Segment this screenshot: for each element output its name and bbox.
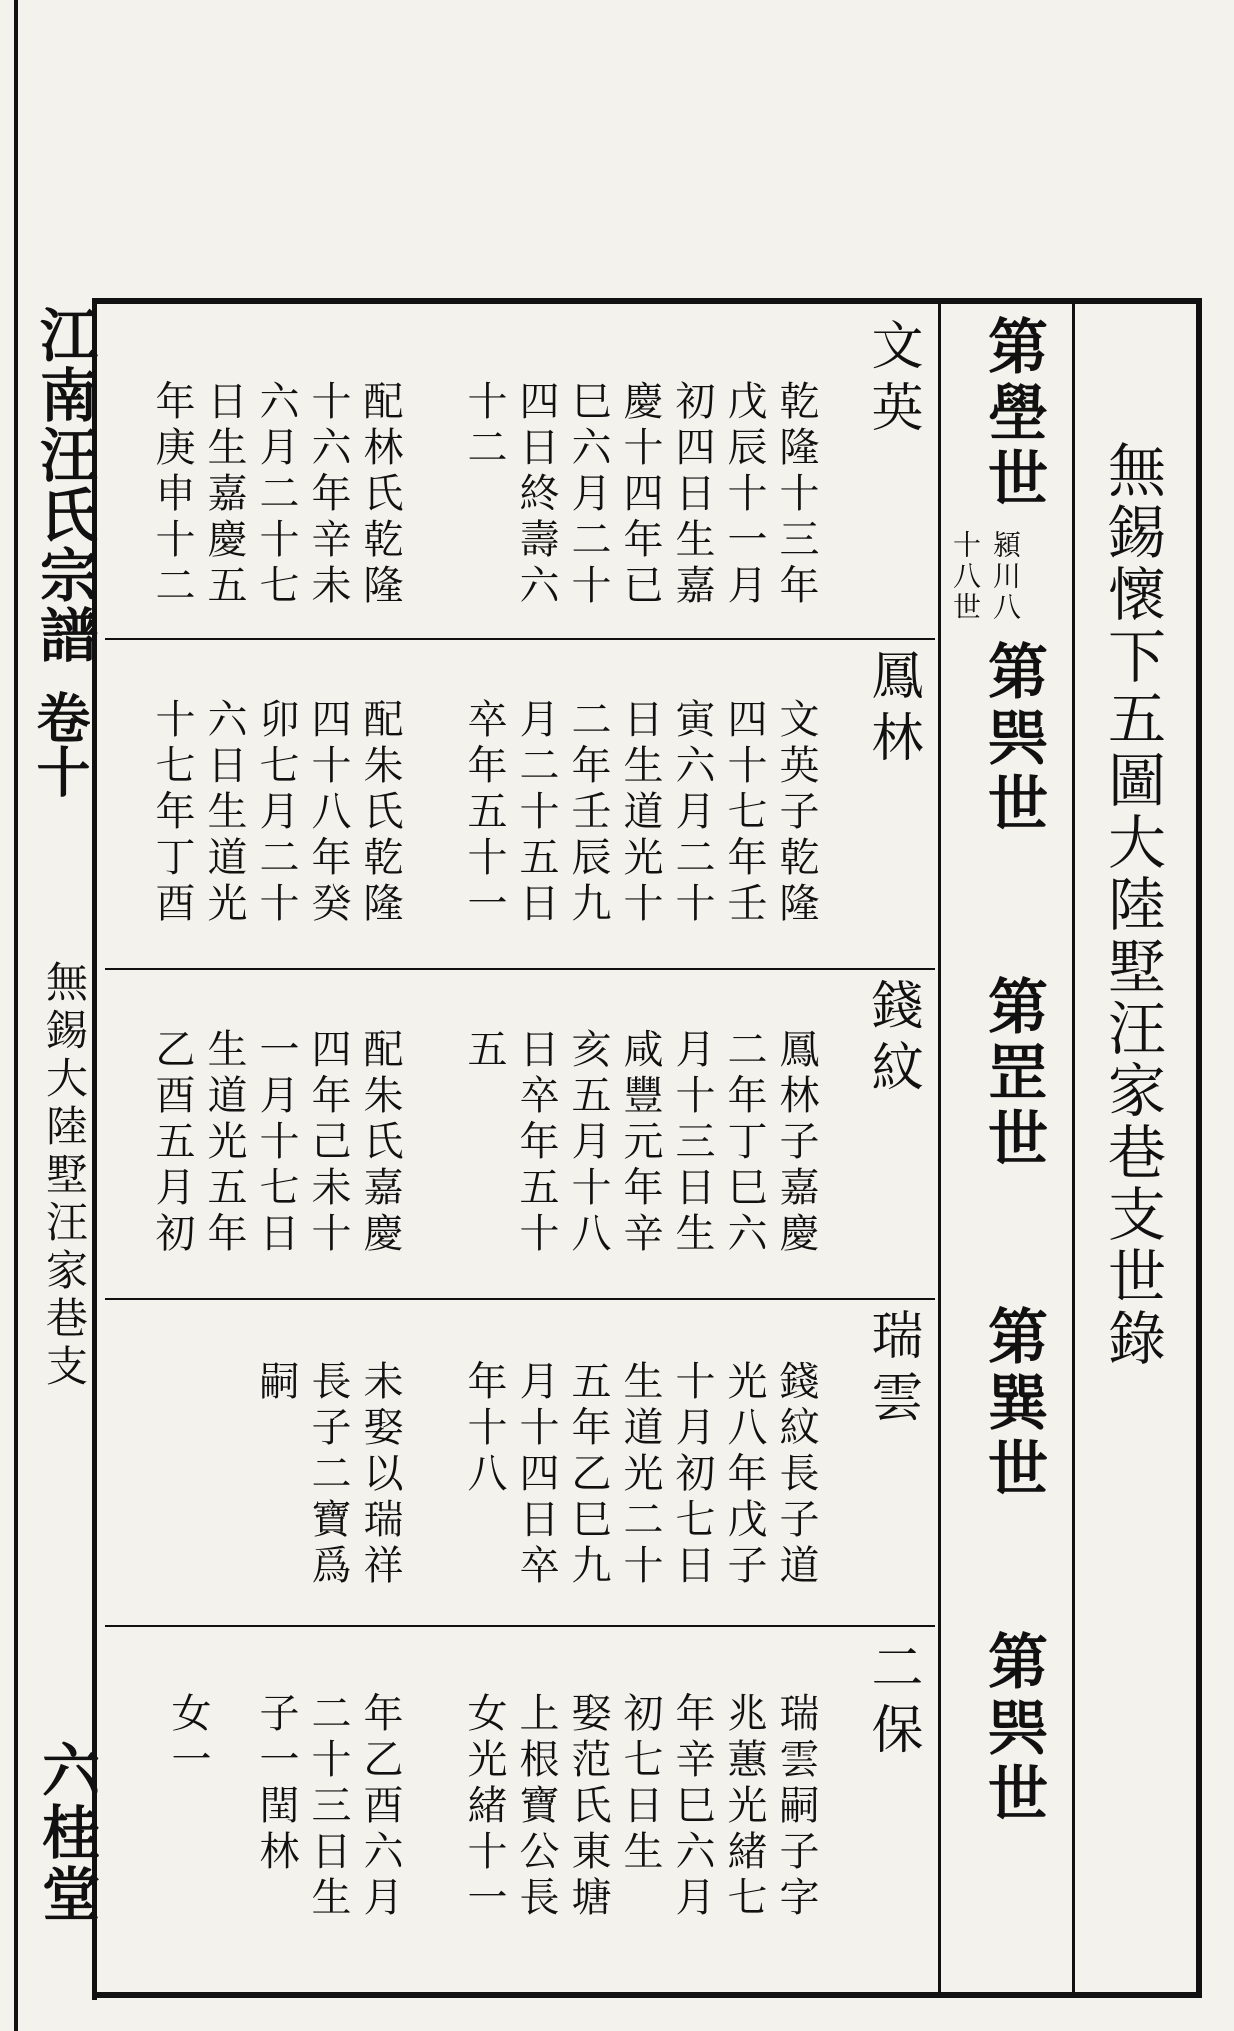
entry-line: 六月二十七 (253, 380, 299, 610)
entry-line: 寅六月二十 (669, 698, 715, 928)
right-border (1196, 298, 1202, 1998)
entry-line: 巳六月二十 (565, 380, 611, 610)
entry-line: 咸豐元年辛 (617, 1028, 663, 1258)
entry-line: 生道光二十 (617, 1360, 663, 1590)
generation-label: 第巺世 (978, 1630, 1048, 1828)
entry-line: 瑞雲嗣子字 (773, 1692, 819, 1922)
entry-line: 十七年丁酉 (149, 698, 195, 928)
entry-line: 年辛巳六月 (669, 1692, 715, 1922)
entry-separator (105, 968, 935, 970)
entry-separator (105, 1298, 935, 1300)
entry-line: 月十四日卒 (513, 1360, 559, 1590)
entry-line: 慶十四年已 (617, 380, 663, 610)
entry-line: 錢紋長子道 (773, 1360, 819, 1590)
entry-line: 女一 (165, 1692, 211, 1784)
margin-book-title: 江南汪氏宗譜 (30, 305, 98, 665)
title-column-rule (1072, 300, 1075, 1995)
entry-line: 四年己未十 (305, 1028, 351, 1258)
entry-line: 配朱氏乾隆 (357, 698, 403, 928)
entry-line: 子一閏林 (253, 1692, 299, 1876)
entry-line: 四十八年癸 (305, 698, 351, 928)
generation-column-rule (938, 300, 941, 1995)
entry-line: 配林氏乾隆 (357, 380, 403, 610)
entry-line: 月二十五日 (513, 698, 559, 928)
top-border (92, 298, 1200, 304)
entry-line: 配朱氏嘉慶 (357, 1028, 403, 1258)
entry-line: 未娶以瑞祥 (357, 1360, 403, 1590)
entry-line: 卒年五十一 (461, 698, 507, 928)
entry-line: 日生道光十 (617, 698, 663, 928)
entry-line: 六日生道光 (201, 698, 247, 928)
margin-hall: 六桂堂 (32, 1740, 100, 1926)
entry-line: 卯七月二十 (253, 698, 299, 928)
entry-name: 瑞雲 (862, 1308, 922, 1432)
generation-label: 第巺世 (978, 640, 1048, 838)
entry-line: 月十三日生 (669, 1028, 715, 1258)
entry-line: 四日終壽六 (513, 380, 559, 610)
entry-line: 年庚申十二 (149, 380, 195, 610)
generation-label: 第壆世 (978, 315, 1048, 513)
entry-line: 二十三日生 (305, 1692, 351, 1922)
entry-line: 鳳林子嘉慶 (773, 1028, 819, 1258)
entry-line: 兆蕙光緒七 (721, 1692, 767, 1922)
entry-line: 一月十七日 (253, 1028, 299, 1258)
entry-line: 文英子乾隆 (773, 698, 819, 928)
entry-separator (105, 638, 935, 640)
entry-name: 錢紋 (862, 978, 922, 1102)
entry-line: 四十七年壬 (721, 698, 767, 928)
entry-line: 日生嘉慶五 (201, 380, 247, 610)
entry-line: 五 (461, 1028, 507, 1074)
entry-line: 初七日生 (617, 1692, 663, 1876)
entry-line: 年十八 (461, 1360, 507, 1498)
entry-line: 生道光五年 (201, 1028, 247, 1258)
entry-line: 日卒年五十 (513, 1028, 559, 1258)
entry-name: 二保 (862, 1640, 922, 1764)
entry-line: 二年丁巳六 (721, 1028, 767, 1258)
entry-line: 上根寶公長 (513, 1692, 559, 1922)
entry-line: 十二 (461, 380, 507, 472)
generation-note: 潁川八十八世 (949, 530, 1022, 623)
entry-line: 二年壬辰九 (565, 698, 611, 928)
entry-line: 十月初七日 (669, 1360, 715, 1590)
entry-line: 乾隆十三年 (773, 380, 819, 610)
entry-name: 鳳林 (862, 648, 922, 772)
entry-name: 文英 (862, 318, 922, 442)
entry-line: 十六年辛未 (305, 380, 351, 610)
entry-line: 初四日生嘉 (669, 380, 715, 610)
entry-line: 乙酉五月初 (149, 1028, 195, 1258)
entry-line: 長子二寶爲 (305, 1360, 351, 1590)
entry-line: 光八年戊子 (721, 1360, 767, 1590)
entry-line: 五年乙巳九 (565, 1360, 611, 1590)
page-title: 無錫懷下五圖大陸墅汪家巷支世錄 (1098, 440, 1166, 1370)
margin-branch-label: 無錫大陸墅汪家巷支 (40, 960, 89, 1392)
entry-line: 戊辰十一月 (721, 380, 767, 610)
margin-volume: 卷十 (28, 690, 92, 798)
entry-line: 亥五月十八 (565, 1028, 611, 1258)
generation-label: 第罡世 (978, 975, 1048, 1173)
bottom-border (92, 1992, 1200, 1998)
entry-line: 嗣 (253, 1360, 299, 1406)
entry-separator (105, 1625, 935, 1627)
entry-line: 年乙酉六月 (357, 1692, 403, 1922)
entry-line: 娶范氏東塘 (565, 1692, 611, 1922)
left-edge-rule (14, 0, 18, 2031)
generation-label: 第巽世 (978, 1305, 1048, 1503)
entry-line: 女光緒十一 (461, 1692, 507, 1922)
